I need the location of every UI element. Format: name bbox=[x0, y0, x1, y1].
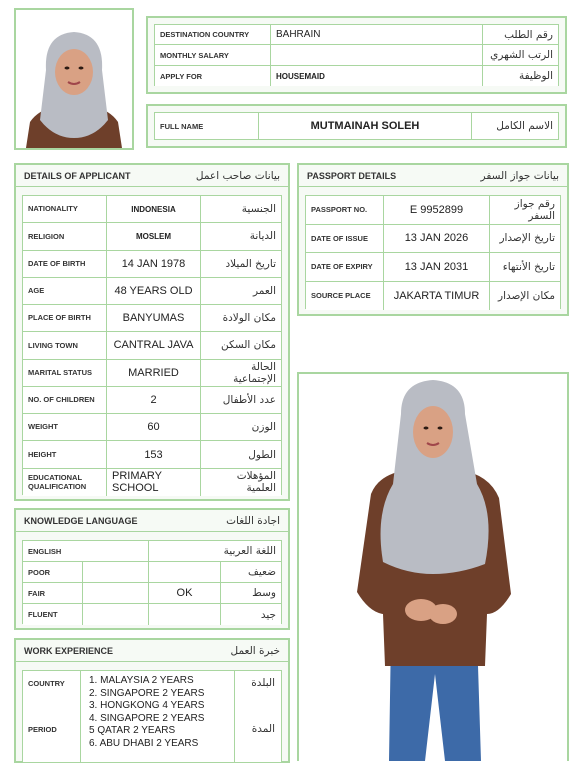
passport-section bbox=[297, 163, 569, 316]
work-item: 4. SINGAPORE 2 YEARS bbox=[89, 712, 205, 724]
salary-value bbox=[271, 45, 483, 65]
applicant-row-ar: الحالة الإجتماعية bbox=[233, 360, 276, 385]
applicant-row-value: MARRIED bbox=[107, 360, 201, 386]
passport-row bbox=[306, 253, 560, 282]
applicant-row-ar: تاريخ الميلاد bbox=[225, 257, 276, 270]
language-header-row bbox=[23, 541, 281, 562]
applicant-row-value: 60 bbox=[107, 414, 201, 440]
language-row bbox=[23, 604, 281, 625]
applicant-row-label: EDUCATIONAL QUALIFICATION bbox=[23, 469, 107, 496]
work-period-ar: المدة bbox=[251, 723, 275, 735]
applicant-row-ar: مكان السكن bbox=[221, 339, 276, 352]
passport-row-value: 13 JAN 2031 bbox=[384, 253, 490, 281]
applicant-row-label: NO. OF CHILDREN bbox=[23, 387, 107, 413]
applicant-title: DETAILS OF APPLICANT bbox=[24, 170, 131, 181]
language-row-ar: وسط bbox=[252, 587, 276, 599]
language-arabic-label: اللغة العربية bbox=[223, 545, 276, 557]
work-item: 5 QATAR 2 YEARS bbox=[89, 725, 176, 736]
applicant-row-ar: مكان الولادة bbox=[222, 312, 276, 325]
applicant-row-value: MOSLEM bbox=[107, 223, 201, 249]
portrait-photo bbox=[16, 10, 132, 148]
language-section bbox=[14, 508, 290, 630]
destination-label: DESTINATION COUNTRY bbox=[155, 25, 271, 44]
apply-label: APPLY FOR bbox=[155, 66, 271, 86]
passport-row-label: DATE OF ISSUE bbox=[306, 225, 384, 253]
apply-value: HOUSEMAID bbox=[271, 66, 483, 86]
applicant-row bbox=[23, 196, 281, 223]
applicant-row-value: 2 bbox=[107, 387, 201, 413]
passport-row-value: JAKARTA TIMUR bbox=[384, 282, 490, 311]
language-row-label: FAIR bbox=[23, 583, 83, 603]
applicant-row-label: HEIGHT bbox=[23, 441, 107, 467]
applicant-row-label: AGE bbox=[23, 278, 107, 304]
applicant-row bbox=[23, 360, 281, 387]
applicant-row bbox=[23, 278, 281, 305]
passport-row bbox=[306, 282, 560, 311]
work-title-ar: خبرة العمل bbox=[230, 644, 280, 657]
destination-value: BAHRAIN bbox=[271, 25, 483, 44]
top-info-box bbox=[146, 16, 567, 94]
fullbody-photo bbox=[299, 374, 567, 761]
applicant-row-ar: المؤهلات العلمية bbox=[236, 470, 276, 495]
applicant-row bbox=[23, 305, 281, 332]
passport-table bbox=[305, 195, 561, 309]
language-title: KNOWLEDGE LANGUAGE bbox=[24, 515, 138, 526]
applicant-row-value: 14 JAN 1978 bbox=[107, 251, 201, 277]
passport-title: PASSPORT DETAILS bbox=[307, 170, 397, 181]
passport-row-label: DATE OF EXPIRY bbox=[306, 253, 384, 281]
language-row-arabic bbox=[149, 604, 221, 625]
applicant-row-ar: الجنسية bbox=[241, 203, 276, 216]
applicant-row-value: BANYUMAS bbox=[107, 305, 201, 331]
full-name-box bbox=[146, 104, 567, 148]
full-name-ar: الاسم الكامل bbox=[496, 120, 553, 132]
applicant-row bbox=[23, 414, 281, 441]
applicant-row-value: PRIMARY SCHOOL bbox=[107, 469, 201, 496]
passport-row-label: SOURCE PLACE bbox=[306, 282, 384, 311]
passport-row-ar: تاريخ الأنتهاء bbox=[502, 260, 555, 273]
work-list bbox=[81, 671, 235, 762]
applicant-row-value: 153 bbox=[107, 441, 201, 467]
language-title-ar: اجادة اللغات bbox=[226, 514, 280, 527]
language-row-arabic: OK bbox=[149, 583, 221, 603]
work-table bbox=[22, 670, 282, 763]
passport-row-ar: تاريخ الإصدار bbox=[499, 232, 555, 245]
applicant-row-label: NATIONALITY bbox=[23, 196, 107, 222]
passport-row-ar: مكان الإصدار bbox=[498, 289, 555, 302]
applicant-row-value: INDONESIA bbox=[107, 196, 201, 222]
language-row-english bbox=[83, 583, 149, 603]
applicant-row-label: WEIGHT bbox=[23, 414, 107, 440]
work-section bbox=[14, 638, 290, 763]
language-row-english bbox=[83, 604, 149, 625]
passport-row-label: PASSPORT NO. bbox=[306, 196, 384, 224]
applicant-row-ar: عدد الأطفال bbox=[222, 394, 276, 407]
applicant-row bbox=[23, 469, 281, 496]
applicant-row bbox=[23, 223, 281, 250]
work-country-label: COUNTRY bbox=[28, 679, 65, 688]
applicant-row bbox=[23, 332, 281, 359]
applicant-row bbox=[23, 251, 281, 278]
applicant-row-label: MARITAL STATUS bbox=[23, 360, 107, 386]
applicant-row-ar: العمر bbox=[252, 284, 276, 297]
work-item: 3. HONGKONG 4 YEARS bbox=[89, 700, 205, 711]
applicant-row-label: DATE OF BIRTH bbox=[23, 251, 107, 277]
passport-row-value: E 9952899 bbox=[384, 196, 490, 224]
fullbody-photo-frame bbox=[297, 372, 569, 761]
applicant-row-ar: الطول bbox=[248, 448, 276, 461]
applicant-row bbox=[23, 387, 281, 414]
applicant-row-value: 48 YEARS OLD bbox=[107, 278, 201, 304]
applicant-row-ar: الوزن bbox=[251, 421, 276, 434]
language-english-label: ENGLISH bbox=[23, 541, 149, 561]
language-row-arabic bbox=[149, 562, 221, 582]
language-row bbox=[23, 562, 281, 583]
work-title: WORK EXPERIENCE bbox=[24, 645, 114, 656]
language-row-label: FLUENT bbox=[23, 604, 83, 625]
portrait-photo-frame bbox=[14, 8, 134, 150]
language-row-ar: جيد bbox=[260, 608, 276, 621]
language-table bbox=[22, 540, 282, 624]
apply-ar: الوظيفة bbox=[518, 70, 553, 82]
destination-ar: رقم الطلب bbox=[504, 28, 553, 41]
work-item: 1. MALAYSIA 2 YEARS bbox=[89, 675, 194, 686]
passport-row-value: 13 JAN 2026 bbox=[384, 225, 490, 253]
work-item: 2. SINGAPORE 2 YEARS bbox=[89, 687, 205, 699]
applicant-row-label: RELIGION bbox=[23, 223, 107, 249]
work-period-label: PERIOD bbox=[28, 725, 57, 734]
applicant-row bbox=[23, 441, 281, 468]
passport-row bbox=[306, 196, 560, 225]
passport-row bbox=[306, 225, 560, 254]
applicant-row-label: PLACE OF BIRTH bbox=[23, 305, 107, 331]
applicant-row-label: LIVING TOWN bbox=[23, 332, 107, 358]
applicant-section bbox=[14, 163, 290, 501]
applicant-table bbox=[22, 195, 282, 495]
language-row-english bbox=[83, 562, 149, 582]
salary-ar: الرتب الشهري bbox=[490, 49, 553, 61]
language-row bbox=[23, 583, 281, 604]
applicant-title-ar: بيانات صاحب اعمل bbox=[195, 169, 280, 182]
work-item: 6. ABU DHABI 2 YEARS bbox=[89, 737, 199, 749]
applicant-row-ar: الديانة bbox=[249, 230, 276, 243]
full-name-value: MUTMAINAH SOLEH bbox=[259, 113, 472, 139]
full-name-label: FULL NAME bbox=[155, 113, 259, 139]
passport-title-ar: بيانات جواز السفر bbox=[480, 169, 559, 182]
passport-row-ar: رقم جواز السفر bbox=[514, 197, 555, 222]
language-row-ar: ضعيف bbox=[247, 566, 276, 578]
applicant-row-value: CANTRAL JAVA bbox=[107, 332, 201, 358]
salary-label: MONTHLY SALARY bbox=[155, 45, 271, 65]
work-country-ar: البلدة bbox=[251, 677, 275, 689]
language-row-label: POOR bbox=[23, 562, 83, 582]
